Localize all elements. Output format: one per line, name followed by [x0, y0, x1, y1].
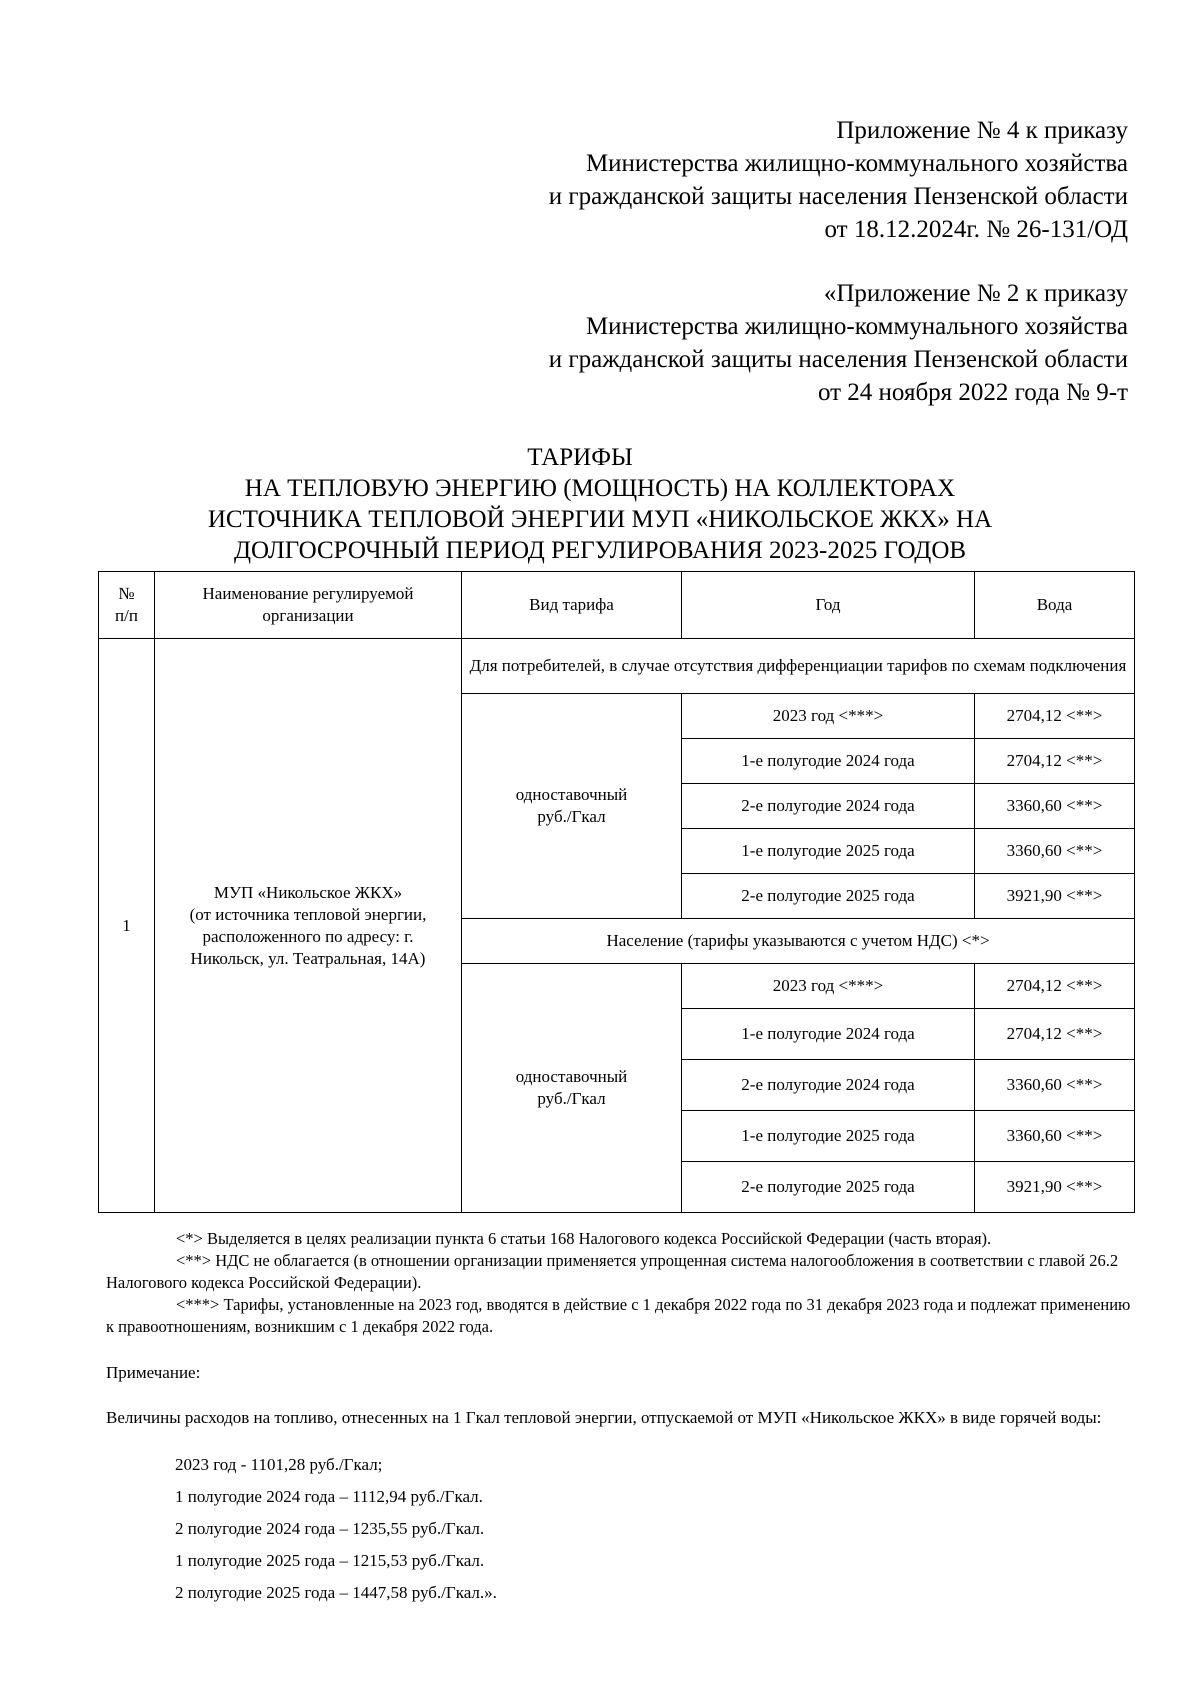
header-line: и гражданской защиты населения Пензенской области — [548, 183, 1128, 210]
appendix-header-4 — [549, 114, 1128, 246]
header-number-line: п/п — [115, 606, 138, 625]
row-number: 1 — [99, 639, 155, 1213]
header-number-line: № — [118, 584, 135, 603]
tariff-type-line: одноставочный — [515, 785, 628, 804]
footnote: <***> Тарифы, установленные на 2023 год, вводятся в действие с 1 декабря 2022 года по 31 декабря 2023 года и подлежат применению к правоотношениям, возникшим с 1 декабря 2022 года. — [106, 1295, 1131, 1336]
year-cell: 2-е полугодие 2024 года — [682, 1060, 975, 1111]
tariff-type-cell — [462, 964, 682, 1213]
year-cell: 1-е полугодие 2025 года — [682, 829, 975, 874]
section-title: Для потребителей, в случае отсутствия дифференциации тарифов по схемам подключения — [462, 639, 1135, 694]
value-cell: 3360,60 <**> — [975, 1060, 1135, 1111]
tariff-unit: руб./Гкал — [537, 1089, 606, 1108]
fuel-cost-item: 2 полугодие 2024 года – 1235,55 руб./Гкал. — [175, 1519, 485, 1538]
title-line: ДОЛГОСРОЧНЫЙ ПЕРИОД РЕГУЛИРОВАНИЯ 2023-2025 ГОДОВ — [233, 537, 967, 564]
appendix-header-2 — [549, 277, 1128, 409]
year-cell: 2-е полугодие 2025 года — [682, 874, 975, 919]
year-cell: 2023 год <***> — [682, 964, 975, 1009]
value-cell: 2704,12 <**> — [975, 1009, 1135, 1060]
header-line: Приложение № 4 к приказу — [836, 117, 1128, 144]
header-line: от 18.12.2024г. № 26-131/ОД — [824, 216, 1128, 243]
header-line: «Приложение № 2 к приказу — [823, 280, 1128, 307]
value-cell: 2704,12 <**> — [975, 964, 1135, 1009]
title-line: ТАРИФЫ — [527, 444, 633, 471]
year-cell: 1-е полугодие 2025 года — [682, 1111, 975, 1162]
title-line: ИСТОЧНИКА ТЕПЛОВОЙ ЭНЕРГИИ МУП «НИКОЛЬСКОЕ ЖКХ» НА — [207, 506, 993, 533]
fuel-cost-item: 1 полугодие 2025 года – 1215,53 руб./Гкал. — [175, 1551, 485, 1570]
value-cell: 3921,90 <**> — [975, 874, 1135, 919]
header-line: Министерства жилищно-коммунального хозяйства — [585, 313, 1128, 340]
value-cell: 2704,12 <**> — [975, 694, 1135, 739]
organization-line: Никольск, ул. Театральная, 14А) — [190, 948, 426, 968]
year-cell: 2-е полугодие 2025 года — [682, 1162, 975, 1213]
fuel-cost-item: 2 полугодие 2025 года – 1447,58 руб./Гкал.». — [175, 1583, 497, 1602]
value-cell: 3360,60 <**> — [975, 1111, 1135, 1162]
year-cell: 2-е полугодие 2024 года — [682, 784, 975, 829]
footnote: <**> НДС не облагается (в отношении организации применяется упрощенная система налогообложения в соответствии с главой 26.2 Налогового кодекса Российской Федерации). — [106, 1251, 1119, 1292]
header-tariff-type: Вид тарифа — [462, 572, 682, 639]
header-line: от 24 ноября 2022 года № 9-т — [817, 379, 1128, 406]
document-title — [120, 442, 1080, 566]
tariff-table — [98, 571, 1135, 1213]
year-cell: 1-е полугодие 2024 года — [682, 1009, 975, 1060]
note-label: Примечание: — [106, 1363, 201, 1382]
header-water: Вода — [975, 572, 1135, 639]
organization-line: МУП «Никольское ЖКХ» — [213, 882, 403, 902]
value-cell: 3360,60 <**> — [975, 784, 1135, 829]
value-cell: 3921,90 <**> — [975, 1162, 1135, 1213]
value-cell: 3360,60 <**> — [975, 829, 1135, 874]
organization-cell — [155, 639, 462, 1213]
fuel-cost-item: 1 полугодие 2024 года – 1112,94 руб./Гкал. — [175, 1487, 483, 1506]
year-cell: 2023 год <***> — [682, 694, 975, 739]
header-line: и гражданской защиты населения Пензенской области — [548, 346, 1128, 373]
section-title-row — [99, 639, 1135, 694]
tariff-unit: руб./Гкал — [537, 807, 606, 826]
section-title: Население (тарифы указываются с учетом НДС) <*> — [462, 919, 1135, 964]
footnote: <*> Выделяется в целях реализации пункта 6 статьи 168 Налогового кодекса Российской Федерации (часть вторая). — [176, 1229, 992, 1248]
year-cell: 1-е полугодие 2024 года — [682, 739, 975, 784]
note-text: Величины расходов на топливо, отнесенных на 1 Гкал тепловой энергии, отпускаемой от МУП «Никольское ЖКХ» в виде горячей воды: — [106, 1408, 1102, 1427]
header-number — [99, 572, 155, 639]
header-year: Год — [682, 572, 975, 639]
table-header-row — [99, 572, 1135, 639]
tariff-type-line: одноставочный — [515, 1067, 628, 1086]
fuel-cost-item: 2023 год - 1101,28 руб./Гкал; — [175, 1455, 383, 1474]
tariff-type-cell — [462, 694, 682, 919]
footnotes — [106, 1228, 1142, 1338]
organization-line: расположенного по адресу: г. — [202, 926, 414, 946]
organization-line: (от источника тепловой энергии, — [189, 904, 427, 924]
header-line: Министерства жилищно-коммунального хозяйства — [585, 150, 1128, 177]
title-line: НА ТЕПЛОВУЮ ЭНЕРГИЮ (МОЩНОСТЬ) НА КОЛЛЕКТОРАХ — [244, 475, 956, 502]
value-cell: 2704,12 <**> — [975, 739, 1135, 784]
header-organization: Наименование регулируемой организации — [155, 572, 462, 639]
